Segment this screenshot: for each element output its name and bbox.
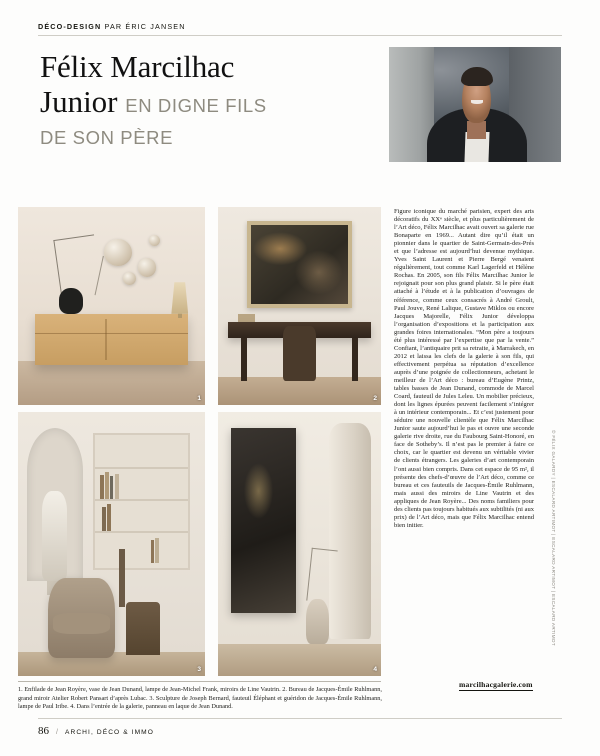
photo4-number: 4	[373, 666, 377, 673]
page-title	[40, 50, 370, 150]
photo3-book	[110, 476, 114, 499]
photo2-floor	[218, 377, 381, 405]
photo3-book	[102, 507, 106, 531]
photo2-artwork	[251, 225, 347, 304]
photo3-book	[155, 538, 159, 563]
photo2-framed-mirror	[247, 221, 351, 308]
photo3-book	[115, 474, 119, 499]
website-link[interactable]: marcilhacgalerie.com	[459, 680, 533, 689]
portrait-smile	[471, 100, 483, 104]
photo-credits: © FÉLIX GALARDY | ESCALARD ARTIMOT | ESCALARD ARTIMOT | ESCALARD ARTIMOT	[551, 430, 556, 646]
photo4-column	[329, 423, 371, 639]
portrait-neck	[467, 121, 486, 139]
photo3-book	[107, 504, 111, 531]
photo2-number: 2	[373, 395, 377, 402]
page-number: 86	[38, 725, 49, 737]
kicker-section: DÉCO-DESIGN	[38, 22, 102, 31]
article-paragraph: Figure iconique du marché parisien, expert des arts décoratifs du XXᵉ siècle, et plus particulièrement de l’Art déco, Félix Marcilhac avait ouvert sa galerie rue Bonaparte en 1969... Autant dire qu’il était un pionnier dans le quartier de Saint-Germain-des-Prés et que l’adresse est aujourd’hui devenue mythique. Yves Saint Laurent et Pierre Bergé venaient régulièrement, tout comme Karl Lagerfeld et Hélène Rochas. En 2005, son fils Félix Marcilhac Junior le rejoignait pour son plus grand plaisir. Si le père était attaché à l’étude et à la publication d’ouvrages de référence, comme ceux consacrés à André Groult, Paul Jouve, René Lalique, Gustave Miklos ou encore Jacques Majorelle, Félix Junior développa l’organisation d’expositions et la participation aux grandes foires internationales. “Mon père a toujours été plus intéressé par l’expertise que par la vente.” Confiant, l’antiquaire prit sa retraite, à Marrakech, en 2012 et laissa les clefs de la galerie à son fils, qui effectivement perpétua sa réputation d’excellence auprès d’une poignée de collectionneurs, achetant le meilleur de l’Art déco : bureau d’Eugène Printz, tables basses de Jean Dunand, commode de Marcel Coard, fauteuil de Jules Leleu. Un mobilier précieux, dont les lignes épurées peuvent facilement s’intégrer à un intérieur contemporain... Et c’est justement pour séduire une nouvelle clientèle que Félix Marcilhac Junior saute aujourd’hui le pas et ouvre une seconde galerie rive droite, rue du Faubourg Saint-Honoré, en face de Sotheby’s. Il n’est pas le premier à faire ce choix, car le quartier est devenu un véritable vivier de clients étrangers. Les galeries d’art contemporain l’ont aussi bien compris. Dans cet espace de 95 m², il présente des chefs-d’œuvre de l’Art déco, comme ce bureau et ces fauteuils de Jacques-Émile Ruhlmann, mais aussi des miroirs de Line Vautrin et des appliques de Jean Royère... Des noms familiers pour des clients pas toujours habitués aux subtilités (ni aux prix) de l’Art déco, mais que Félix Marcilhac entend bien initier.	[394, 208, 534, 529]
photo3-bookshelf	[93, 433, 190, 570]
photo3-shelf-bar-2	[95, 499, 188, 501]
photo1-number: 1	[197, 395, 201, 402]
photo1-mirror-4	[149, 235, 160, 246]
photo3-floor-lamp	[119, 549, 125, 607]
headline-name-junior: Junior	[40, 84, 118, 119]
photo4-vase	[306, 599, 329, 644]
header-divider	[38, 35, 562, 36]
bookshelf-armchair-photo	[18, 412, 205, 676]
headline-line-1: Félix Marcilhac	[40, 49, 235, 84]
kicker	[38, 22, 186, 31]
portrait-hair	[461, 67, 493, 87]
photo3-number: 3	[197, 666, 201, 673]
headline-subtitle-part-2: DE SON PÈRE	[40, 127, 174, 148]
photo2-desk-leg-left	[241, 338, 248, 382]
footer-separator: /	[56, 729, 58, 736]
photo2-chair	[283, 326, 316, 381]
article-body	[394, 208, 534, 530]
photo4-lacquer-panel	[231, 428, 296, 613]
photo1-credenza	[35, 314, 188, 365]
desk-artwork-photo	[218, 207, 381, 405]
photo3-side-table	[126, 602, 160, 655]
photo4-floor	[218, 644, 381, 676]
caption-divider	[18, 681, 381, 682]
credenza-room-photo	[18, 207, 205, 405]
photo3-book	[151, 540, 155, 563]
photo3-shelf-bar-3	[95, 531, 188, 533]
photo2-books	[238, 314, 256, 322]
page-footer	[38, 725, 154, 737]
magazine-name: ARCHI, DÉCO & IMMO	[64, 729, 154, 736]
footer-divider	[38, 718, 562, 719]
photo3-book	[105, 472, 109, 499]
portrait-photo	[389, 47, 561, 162]
photo1-vase	[59, 288, 83, 314]
photo2-desk-leg-right	[352, 338, 359, 382]
headline-subtitle-part-1: EN DIGNE FILS	[125, 95, 267, 116]
photo3-armchair	[48, 578, 115, 657]
photo-caption: 1. Enfilade de Jean Royère, vase de Jean Dunand, lampe de Jean-Michel Frank, miroirs de Line Vautrin. 2. Bureau de Jacques-Émile Ruhlmann, grand miroir Atelier Robert Pansart d’après Lubac. 3. Sculpture de Joseph Bernard, fauteuil Éléphant et guéridon de Jacques-Émile Ruhlmann, lampe de Paul Iribe. 4. Dans l’entrée de la galerie, panneau en laque de Jean Dunand.	[18, 686, 382, 711]
photo3-sculpture	[42, 491, 66, 581]
photo3-book	[100, 475, 104, 499]
photo1-floor	[18, 361, 205, 405]
gallery-entrance-photo	[218, 412, 381, 676]
kicker-byline: PAR ÉRIC JANSEN	[104, 22, 186, 31]
photo3-shelf-bar-1	[95, 467, 188, 469]
headline-line-2	[40, 84, 370, 124]
